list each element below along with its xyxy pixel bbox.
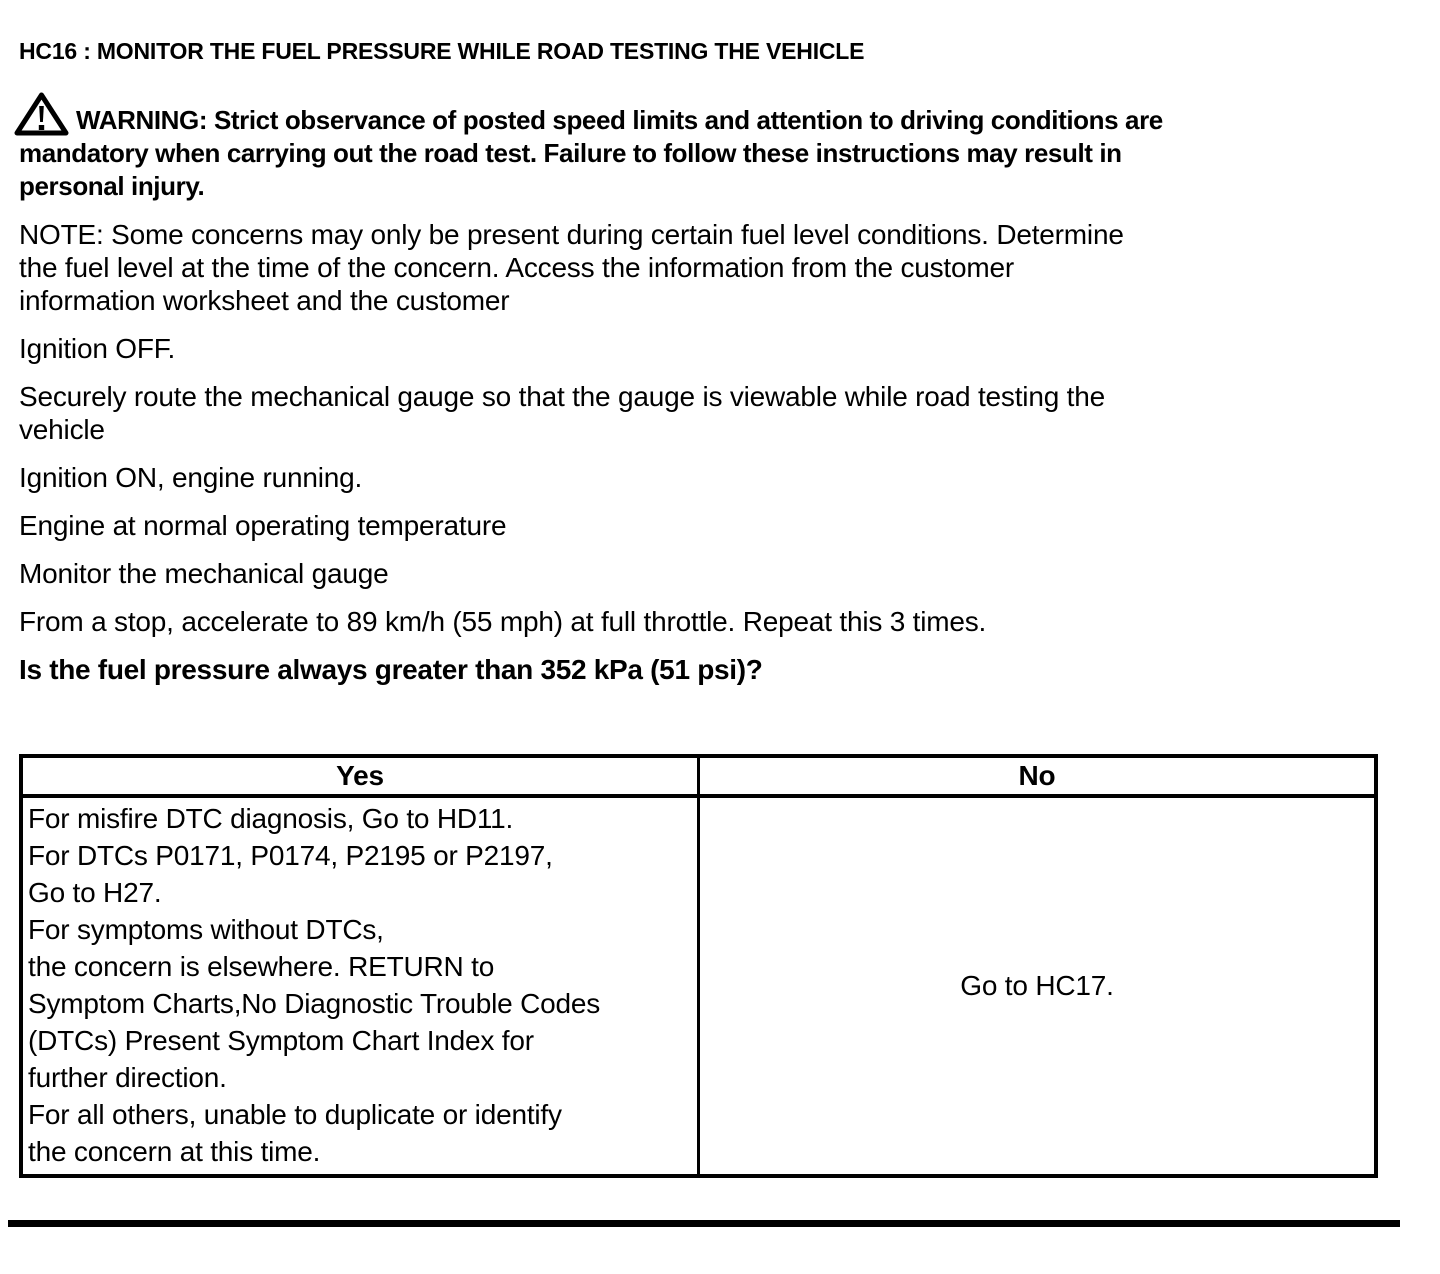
decision-table-header-row — [21, 756, 1376, 796]
text-line: From a stop, accelerate to 89 km/h (55 mph) at full throttle. Repeat this 3 times. — [19, 606, 987, 637]
text-line: personal injury. — [19, 171, 205, 201]
text-line: For symptoms without DTCs, — [28, 914, 384, 945]
text-line: further direction. — [28, 1062, 227, 1093]
text-line: Monitor the mechanical gauge — [19, 558, 389, 589]
text-line: vehicle — [19, 414, 105, 445]
no-result-cell: Go to HC17. — [699, 796, 1377, 1176]
text-line: Symptom Charts,No Diagnostic Trouble Codes — [28, 988, 601, 1019]
text-line: Engine at normal operating temperature — [19, 510, 507, 541]
paragraph-ignition-on — [19, 461, 1384, 494]
text-line: For DTCs P0171, P0174, P2195 or P2197, — [28, 840, 553, 871]
text-line: Ignition ON, engine running. — [19, 462, 363, 493]
text-line: mandatory when carrying out the road test. Failure to follow these instructions may result in — [19, 138, 1122, 168]
bottom-horizontal-rule — [8, 1220, 1400, 1227]
decision-table — [19, 754, 1378, 1178]
text-line: Securely route the mechanical gauge so that the gauge is viewable while road testing the — [19, 381, 1105, 412]
text-line: For all others, unable to duplicate or identify — [28, 1099, 562, 1130]
warning-paragraph — [19, 104, 1379, 203]
paragraph-route-gauge — [19, 380, 1384, 446]
paragraph-note — [19, 218, 1384, 317]
text-line: For misfire DTC diagnosis, Go to HD11. — [28, 803, 514, 834]
yes-result-cell — [21, 796, 699, 1176]
no-column-header: No — [699, 756, 1377, 796]
text-line: the concern at this time. — [28, 1136, 321, 1167]
text-line: the fuel level at the time of the concern. Access the information from the customer — [19, 252, 1015, 283]
text-line: Ignition OFF. — [19, 333, 176, 364]
text-line: information worksheet and the customer — [19, 285, 510, 316]
question-text: Is the fuel pressure always greater than 352 kPa (51 psi)? — [19, 654, 763, 685]
yes-column-header: Yes — [21, 756, 699, 796]
text-line: Go to H27. — [28, 877, 162, 908]
text-line: NOTE: Some concerns may only be present during certain fuel level conditions. Determine — [19, 219, 1124, 250]
page-title: HC16 : MONITOR THE FUEL PRESSURE WHILE ROAD TESTING THE VEHICLE — [19, 38, 865, 64]
warning-triangle-icon — [13, 91, 70, 137]
paragraph-engine-temperature — [19, 509, 1384, 542]
paragraph-monitor-gauge — [19, 557, 1384, 590]
text-line: (DTCs) Present Symptom Chart Index for — [28, 1025, 534, 1056]
paragraph-accelerate — [19, 605, 1384, 638]
text-line: the concern is elsewhere. RETURN to — [28, 951, 495, 982]
decision-table-body-row — [21, 796, 1376, 1176]
paragraph-ignition-off — [19, 332, 1384, 365]
text-line: WARNING: Strict observance of posted speed limits and attention to driving conditions are — [76, 105, 1163, 135]
